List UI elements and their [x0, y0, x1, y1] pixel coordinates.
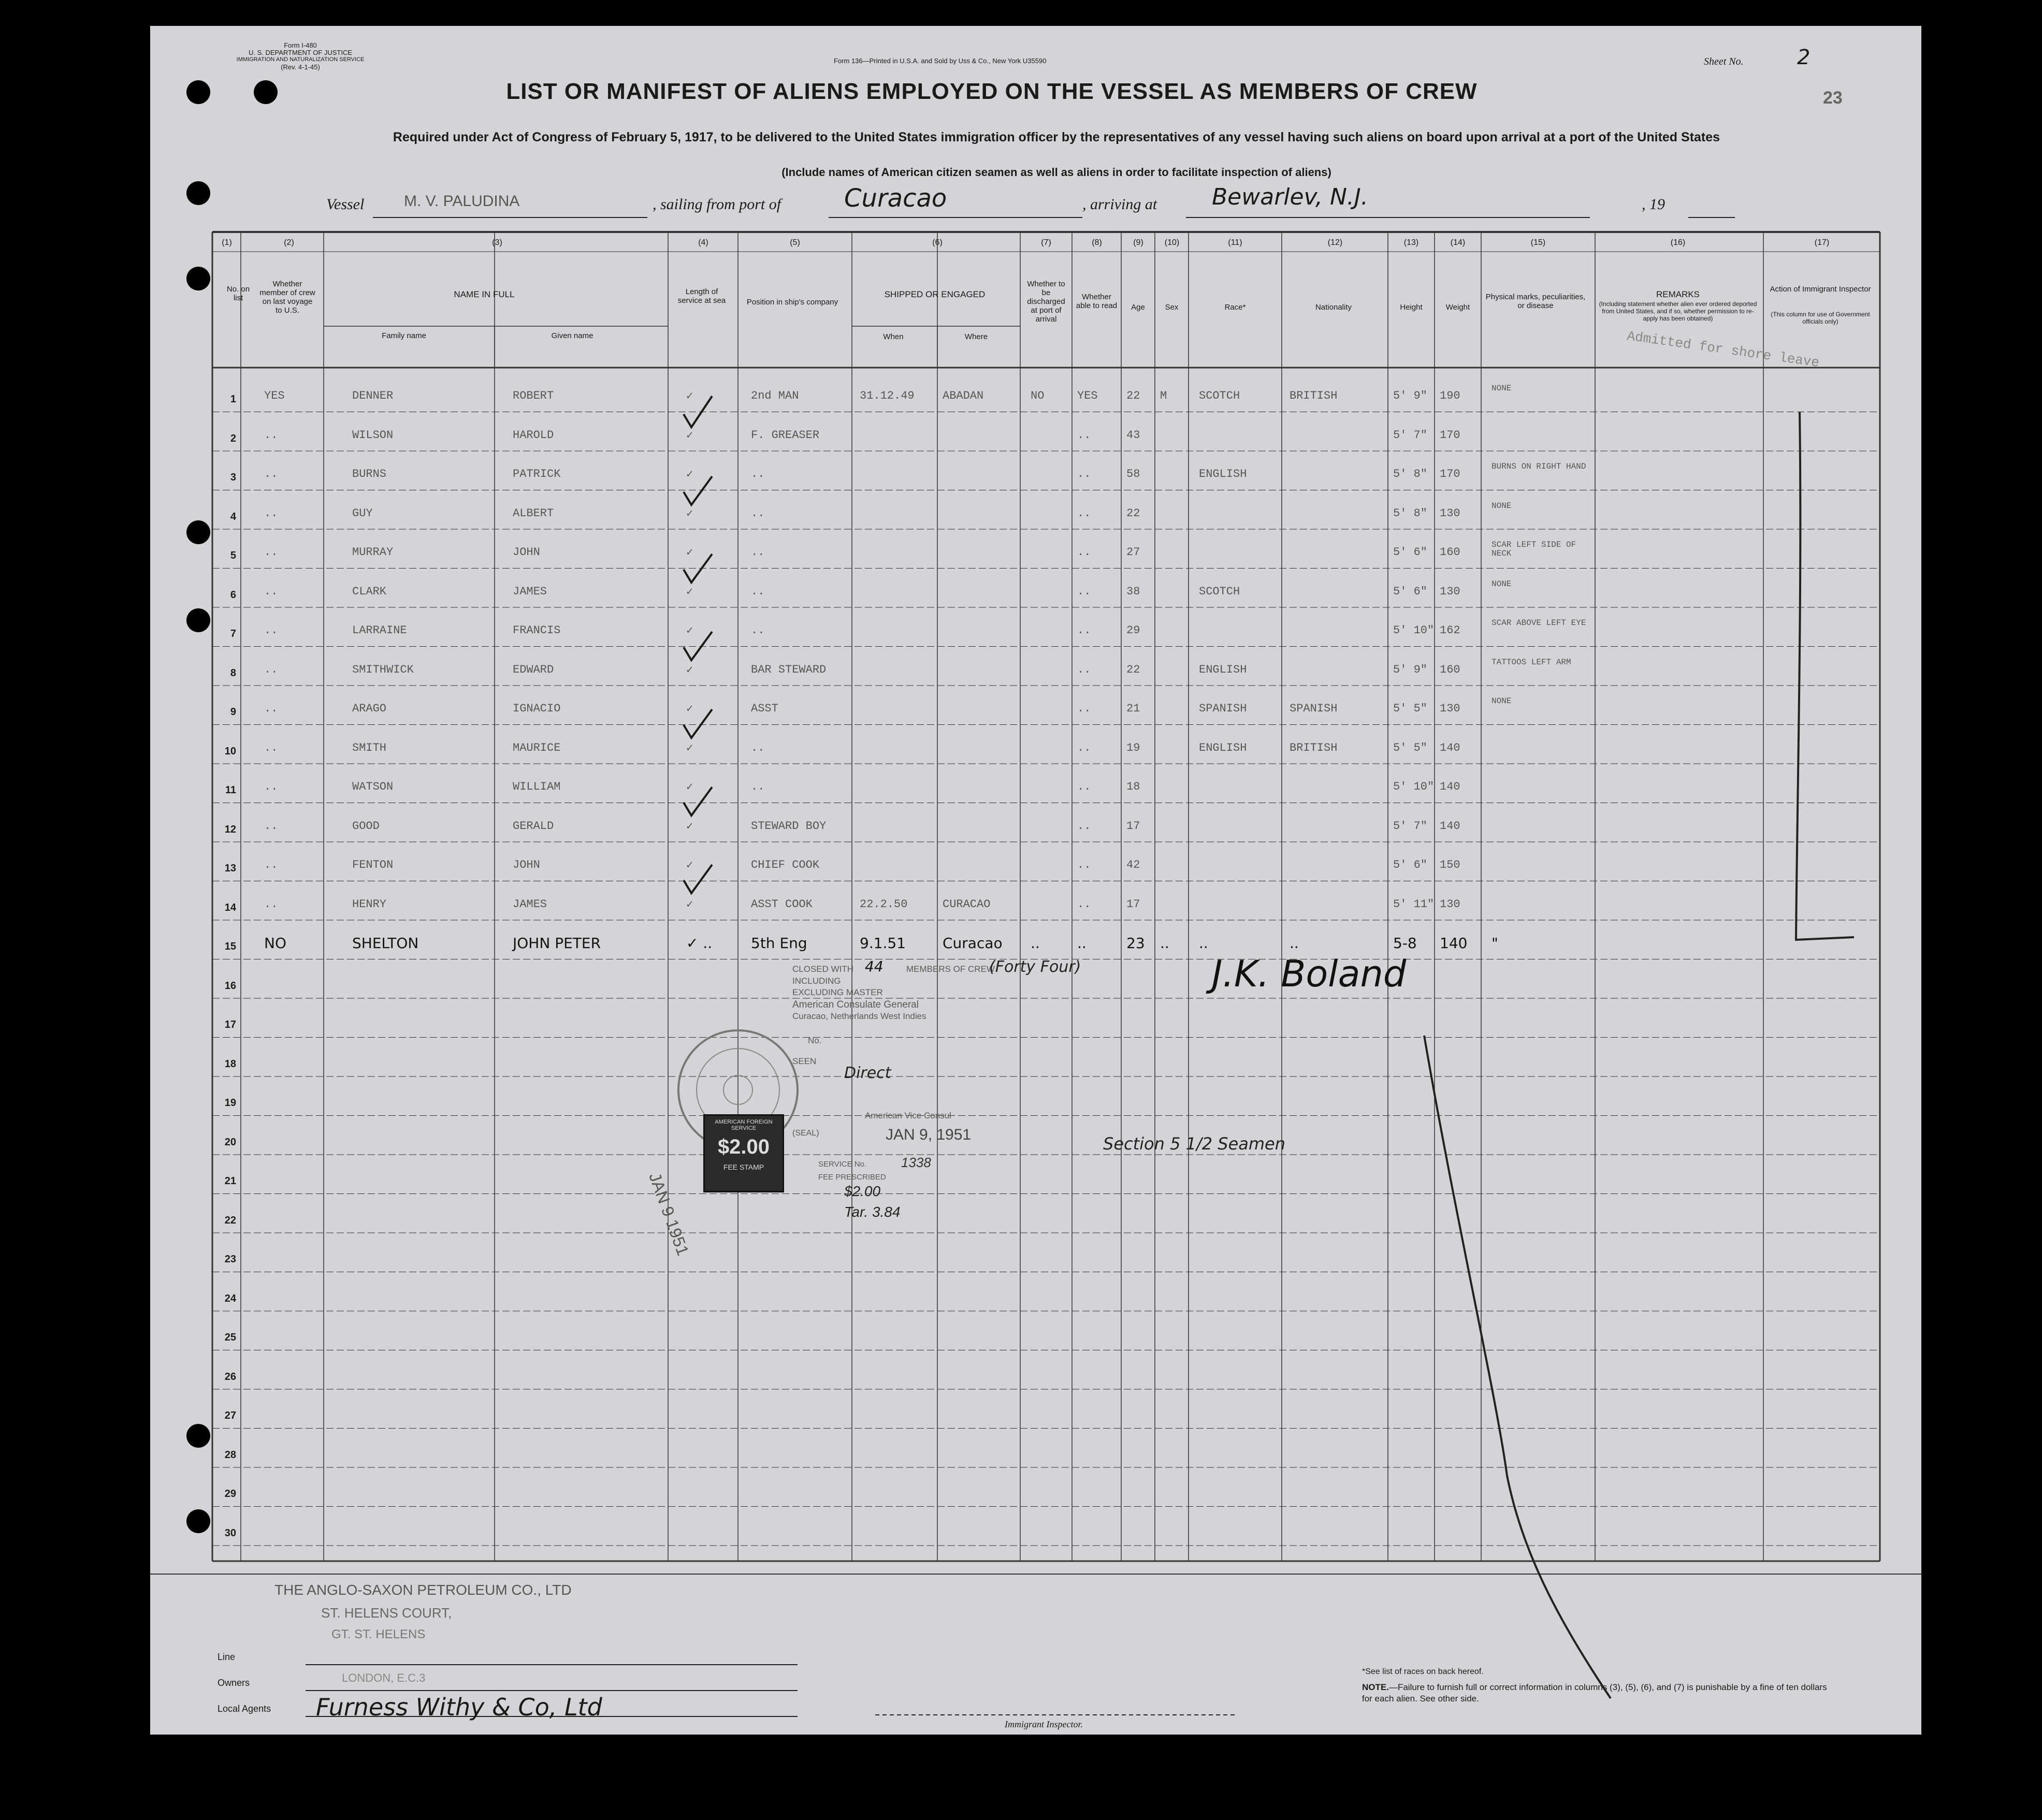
crew-cell-given: ALBERT: [513, 506, 554, 520]
consulate-label: American Consulate General: [792, 999, 919, 1010]
crew-cell-service: ✓: [686, 703, 693, 716]
port-to: Bewarlev, N.J.: [1212, 184, 1368, 210]
crew-cell-weight: 140: [1440, 741, 1460, 754]
crew-cell-read: ..: [1077, 428, 1091, 442]
crew-cell-height: 5' 9": [1393, 663, 1428, 676]
row-number: 28: [224, 1449, 236, 1461]
column-number: (6): [932, 238, 943, 247]
column-number: (2): [284, 238, 294, 247]
column-number: (17): [1814, 238, 1830, 247]
sub-head-when: When: [883, 332, 904, 341]
page-note: (Include names of American citizen seamen as well as aliens in order to facilitate inspection of aliens): [781, 166, 1331, 179]
crew-cell-prev: ..: [264, 428, 278, 442]
sailing-label: , sailing from port of: [653, 196, 781, 213]
crew-cell-read: ..: [1077, 585, 1091, 598]
col-head-marks: Physical marks, peculiarities, or disease: [1485, 293, 1586, 310]
fee-stamp-label: FEE STAMP: [723, 1163, 764, 1171]
crew-cell-weight: 150: [1440, 858, 1460, 871]
crew-cell-position: CHIEF COOK: [751, 858, 820, 871]
crew-cell-given: JOHN PETER: [513, 935, 601, 952]
tariff: Tar. 3.84: [844, 1204, 901, 1220]
column-number: (8): [1092, 238, 1102, 247]
crew-cell-family: ARAGO: [352, 702, 387, 715]
row-number: 30: [224, 1527, 236, 1539]
sub-head-family: Family name: [382, 331, 426, 340]
col-head-name: NAME IN FULL: [454, 289, 515, 299]
row-number: 12: [224, 823, 236, 835]
crew-cell-read: YES: [1077, 389, 1098, 402]
col-head-no: No. on list: [226, 285, 250, 302]
crew-cell-prev: ..: [264, 546, 278, 559]
row-number: 4: [230, 511, 236, 522]
crew-cell-height: 5' 7": [1393, 819, 1428, 833]
crew-cell-nat: BRITISH: [1290, 389, 1338, 402]
crew-cell-service: ✓: [686, 898, 693, 911]
col-head-position: Position in ship's company: [746, 298, 838, 307]
consulate-location: Curacao, Netherlands West Indies: [792, 1011, 926, 1021]
fine-note: [1362, 1682, 1828, 1705]
crew-cell-prev: ..: [264, 468, 278, 481]
crew-cell-position: ..: [751, 585, 765, 598]
crew-cell-position: BAR STEWARD: [751, 663, 827, 676]
crew-cell-family: CLARK: [352, 585, 387, 598]
column-number: (10): [1164, 238, 1180, 247]
col-head-sex: Sex: [1165, 303, 1179, 312]
crew-cell-family: SHELTON: [352, 935, 419, 952]
master-label: EXCLUDING MASTER: [792, 987, 883, 997]
crew-cell-read: ..: [1077, 819, 1091, 833]
col-head-remarks: REMARKS: [1656, 289, 1700, 299]
crew-cell-height: 5' 10": [1393, 780, 1435, 793]
crew-cell-marks: SCAR ABOVE LEFT EYE: [1491, 618, 1586, 628]
row-number: 11: [225, 784, 236, 796]
crew-cell-service: ✓: [686, 507, 693, 520]
crew-cell-race: SCOTCH: [1199, 585, 1240, 598]
crew-cell-position: ..: [751, 624, 765, 637]
crew-cell-where: CURACAO: [943, 897, 991, 911]
row-number: 7: [230, 628, 236, 639]
crew-cell-height: 5' 6": [1393, 546, 1428, 559]
crew-cell-read: ..: [1077, 897, 1091, 911]
column-number: (11): [1228, 238, 1242, 247]
sub-head-where: Where: [964, 332, 988, 341]
crew-cell-marks: NONE: [1491, 501, 1512, 511]
crew-cell-service: ✓: [686, 820, 693, 833]
sheet-number: 2: [1797, 46, 1811, 69]
crew-cell-age: 21: [1126, 702, 1140, 715]
crew-cell-weight: 170: [1440, 468, 1460, 481]
note-label: NOTE.: [1362, 1682, 1389, 1692]
crew-cell-service: ✓: [686, 859, 693, 872]
including-label: INCLUDING: [792, 976, 841, 986]
column-number: (7): [1041, 238, 1051, 247]
crew-cell-position: ASST: [751, 702, 778, 715]
crew-cell-age: 29: [1126, 624, 1140, 637]
crew-cell-weight: 130: [1440, 585, 1460, 598]
remarks-note: (Including statement whether alien ever ordered deported from United States, and if so, whether permission to re-apply has been obtained): [1599, 300, 1757, 322]
crew-cell-weight: 140: [1440, 935, 1468, 952]
fee-stamp-title: AMERICAN FOREIGN SERVICE: [715, 1119, 773, 1131]
crew-cell-given: EDWARD: [513, 663, 554, 676]
inspector-label: Immigrant Inspector.: [1005, 1719, 1083, 1729]
column-number: (14): [1450, 238, 1466, 247]
crew-cell-given: JOHN: [513, 858, 540, 871]
crew-cell-where: ABADAN: [943, 389, 984, 402]
page-title: LIST OR MANIFEST OF ALIENS EMPLOYED ON THE VESSEL AS MEMBERS OF CREW: [506, 79, 1478, 104]
service-no: 1338: [901, 1155, 931, 1170]
crew-cell-service: ✓: [686, 624, 693, 637]
crew-cell-service: ✓ ..: [686, 935, 713, 952]
crew-count-words: (Forty Four): [989, 958, 1081, 976]
crew-cell-prev: YES: [264, 389, 285, 402]
crew-cell-marks: TATTOOS LEFT ARM: [1491, 657, 1571, 667]
crew-cell-family: DENNER: [352, 389, 394, 402]
crew-cell-read: ..: [1077, 780, 1091, 793]
column-number: (9): [1133, 238, 1143, 247]
crew-cell-race: ENGLISH: [1199, 663, 1247, 676]
row-number: 25: [224, 1332, 236, 1343]
crew-cell-read: ..: [1077, 858, 1091, 871]
seen-label: SEEN: [792, 1056, 817, 1066]
crew-cell-prev: ..: [264, 741, 278, 754]
crew-cell-family: HENRY: [352, 897, 387, 911]
crew-cell-read: ..: [1077, 506, 1091, 520]
col-head-race: Race*: [1224, 303, 1246, 312]
crew-cell-position: 2nd MAN: [751, 389, 799, 402]
crew-cell-given: FRANCIS: [513, 624, 561, 637]
crew-cell-sex: ..: [1160, 935, 1169, 952]
crew-cell-read: ..: [1077, 741, 1091, 754]
vessel-label: Vessel: [326, 196, 365, 213]
crew-cell-age: 27: [1126, 546, 1140, 559]
form-id: Form I-480: [284, 41, 317, 49]
crew-cell-family: MURRAY: [352, 546, 394, 559]
row-number: 16: [224, 980, 236, 992]
crew-cell-where: Curacao: [943, 935, 1003, 952]
fee-stamp-value: $2.00: [717, 1135, 770, 1158]
row-number: 3: [230, 472, 236, 483]
fee-amount: $2.00: [844, 1183, 881, 1199]
crew-cell-read: ..: [1077, 624, 1091, 637]
crew-cell-family: WILSON: [352, 428, 394, 442]
crew-cell-weight: 130: [1440, 702, 1460, 715]
crew-cell-age: 58: [1126, 468, 1140, 481]
row-number: 26: [224, 1371, 236, 1382]
crew-cell-weight: 140: [1440, 819, 1460, 833]
crew-cell-position: STEWARD BOY: [751, 819, 827, 833]
crew-cell-given: GERALD: [513, 819, 554, 833]
year-label: , 19: [1642, 196, 1665, 213]
crew-cell-marks: SCAR LEFT SIDE OF NECK: [1491, 540, 1576, 558]
crew-cell-height: 5' 8": [1393, 506, 1428, 520]
vessel-name: M. V. PALUDINA: [404, 193, 520, 210]
col-head-action: Action of Immigrant Inspector: [1770, 285, 1871, 294]
crew-cell-when: 31.12.49: [860, 389, 915, 402]
crew-cell-race: ENGLISH: [1199, 741, 1247, 754]
col-head-weight: Weight: [1445, 303, 1470, 312]
column-number: (3): [492, 238, 502, 247]
crew-cell-marks: BURNS ON RIGHT HAND: [1491, 462, 1586, 471]
row-number: 19: [224, 1097, 236, 1109]
row-number: 29: [224, 1488, 236, 1499]
company-address-1: ST. HELENS COURT,: [321, 1605, 452, 1621]
port-from: Curacao: [844, 184, 947, 213]
row-number: 20: [224, 1136, 236, 1148]
crew-cell-prev: ..: [264, 897, 278, 911]
crew-cell-height: 5' 7": [1393, 428, 1428, 442]
stamp-date: JAN 9, 1951: [886, 1126, 972, 1143]
col-head-age: Age: [1131, 303, 1145, 312]
crew-cell-position: 5th Eng: [751, 935, 807, 952]
crew-cell-family: BURNS: [352, 468, 387, 481]
direct-handwritten: Direct: [844, 1064, 891, 1082]
crew-cell-family: FENTON: [352, 858, 394, 871]
crew-cell-position: F. GREASER: [751, 428, 820, 442]
crew-cell-family: GUY: [352, 506, 373, 520]
row-number: 5: [230, 550, 236, 561]
owners-label: Owners: [218, 1678, 250, 1688]
crew-cell-weight: 160: [1440, 663, 1460, 676]
crew-cell-family: WATSON: [352, 780, 394, 793]
fee-label: FEE PRESCRIBED: [818, 1173, 886, 1182]
action-note: (This column for use of Government officials only): [1771, 311, 1870, 325]
department-label: U. S. DEPARTMENT OF JUSTICE: [248, 49, 353, 56]
seal-label: (SEAL): [792, 1129, 819, 1138]
sheet-number-label: Sheet No.: [1704, 56, 1744, 67]
crew-cell-weight: 162: [1440, 624, 1460, 637]
row-number: 10: [224, 745, 236, 757]
crew-cell-prev: ..: [264, 506, 278, 520]
crew-cell-service: ✓: [686, 468, 693, 481]
crew-cell-family: LARRAINE: [352, 624, 407, 637]
service-label: IMMIGRATION AND NATURALIZATION SERVICE: [236, 56, 365, 63]
arriving-label: , arriving at: [1082, 196, 1157, 213]
column-number: (1): [222, 238, 232, 247]
stamp-no-label: No.: [808, 1036, 822, 1045]
crew-cell-service: ✓: [686, 741, 693, 755]
crew-cell-position: ..: [751, 741, 765, 754]
crew-cell-weight: 160: [1440, 546, 1460, 559]
row-number: 22: [224, 1214, 236, 1226]
column-number: (15): [1530, 238, 1546, 247]
crew-cell-weight: 130: [1440, 506, 1460, 520]
crew-cell-when: 22.2.50: [860, 897, 908, 911]
crew-cell-age: 22: [1126, 506, 1140, 520]
row-number: 24: [224, 1292, 236, 1304]
company-address-2: GT. ST. HELENS: [331, 1627, 426, 1641]
crew-cell-given: JAMES: [513, 585, 547, 598]
row-number: 6: [230, 589, 236, 601]
crew-cell-nat: ..: [1290, 935, 1299, 952]
crew-cell-service: ✓: [686, 390, 693, 403]
crew-cell-read: ..: [1077, 468, 1091, 481]
row-number: 2: [230, 432, 236, 444]
crew-cell-marks: ": [1491, 935, 1498, 952]
crew-cell-given: JAMES: [513, 897, 547, 911]
members-label: MEMBERS OF CREW: [906, 964, 995, 974]
company-name: THE ANGLO-SAXON PETROLEUM CO., LTD: [274, 1582, 572, 1598]
crew-cell-service: ✓: [686, 546, 693, 559]
col-head-service: Length of service at sea: [677, 287, 726, 305]
crew-cell-race: SPANISH: [1199, 702, 1247, 715]
row-number: 14: [224, 901, 236, 913]
crew-cell-age: 17: [1126, 819, 1140, 833]
crew-cell-service: ✓: [686, 781, 693, 794]
row-number: 13: [224, 863, 236, 874]
column-number: (4): [698, 238, 708, 247]
crew-cell-service: ✓: [686, 663, 693, 677]
crew-cell-given: MAURICE: [513, 741, 561, 754]
crew-cell-prev: ..: [264, 624, 278, 637]
crew-cell-weight: 170: [1440, 428, 1460, 442]
fee-stamp-cancel-date: JAN 9 1951: [645, 1170, 693, 1258]
crew-cell-race: ENGLISH: [1199, 468, 1247, 481]
crew-cell-age: 42: [1126, 858, 1140, 871]
crew-cell-age: 43: [1126, 428, 1140, 442]
section-note: Section 5 1/2 Seamen: [1103, 1134, 1286, 1154]
crew-cell-marks: NONE: [1491, 579, 1512, 589]
col-head-crew: Whether member of crew on last voyage to U.S.: [259, 280, 315, 315]
crew-cell-read: ..: [1077, 663, 1091, 676]
crew-cell-service: ✓: [686, 585, 693, 599]
crew-cell-prev: NO: [264, 935, 286, 952]
crew-cell-when: 9.1.51: [860, 935, 906, 952]
crew-cell-height: 5' 9": [1393, 389, 1428, 402]
page-subtitle: Required under Act of Congress of February 5, 1917, to be delivered to the United States immigration officer by the representatives of any vessel having such aliens on board upon arrival at a port of the United States: [393, 130, 1720, 144]
crew-cell-age: 23: [1126, 935, 1145, 952]
crew-cell-age: 22: [1126, 663, 1140, 676]
row-number: 17: [224, 1019, 236, 1030]
column-number: (5): [790, 238, 800, 247]
crew-cell-prev: ..: [264, 819, 278, 833]
crew-cell-position: ..: [751, 468, 765, 481]
crew-cell-family: SMITH: [352, 741, 387, 754]
row-number: 15: [224, 941, 236, 952]
crew-cell-weight: 190: [1440, 389, 1460, 402]
crew-cell-read: ..: [1077, 702, 1091, 715]
row-number: 1: [230, 394, 236, 405]
crew-cell-age: 22: [1126, 389, 1140, 402]
row-number: 23: [224, 1254, 236, 1265]
crew-cell-read: ..: [1077, 546, 1091, 559]
crew-cell-nat: SPANISH: [1290, 702, 1338, 715]
line-label: Line: [218, 1652, 236, 1662]
crew-cell-weight: 140: [1440, 780, 1460, 793]
crew-cell-height: 5' 5": [1393, 702, 1428, 715]
races-note: *See list of races on back hereof.: [1362, 1667, 1484, 1676]
column-number: (13): [1403, 238, 1419, 247]
service-no-label: SERVICE No.: [818, 1160, 867, 1169]
note-text: —Failure to furnish full or correct information in columns (3), (5), (6), and (7) is punishable by a fine of ten dollars for each alien. See other side.: [1362, 1682, 1827, 1703]
crew-cell-height: 5' 8": [1393, 468, 1428, 481]
crew-cell-race: ..: [1199, 935, 1208, 952]
company-address-3: LONDON, E.C.3: [342, 1671, 426, 1684]
crew-cell-given: JOHN: [513, 546, 540, 559]
crew-cell-given: HAROLD: [513, 428, 554, 442]
crew-cell-height: 5' 6": [1393, 858, 1428, 871]
column-number: (16): [1670, 238, 1686, 247]
crew-cell-sex: M: [1160, 389, 1167, 402]
crew-cell-given: ROBERT: [513, 389, 554, 402]
row-number: 9: [230, 706, 236, 718]
row-number: 27: [224, 1410, 236, 1421]
crew-cell-age: 18: [1126, 780, 1140, 793]
crew-cell-prev: ..: [264, 780, 278, 793]
crew-cell-position: ..: [751, 546, 765, 559]
crew-cell-given: WILLIAM: [513, 780, 561, 793]
col-head-nationality: Nationality: [1315, 303, 1352, 312]
col-head-height: Height: [1400, 303, 1423, 312]
crew-cell-discharge: NO: [1031, 389, 1045, 402]
crew-cell-family: GOOD: [352, 819, 380, 833]
crew-cell-height: 5-8: [1393, 935, 1417, 952]
crew-cell-height: 5' 11": [1393, 897, 1435, 911]
row-number: 21: [224, 1175, 236, 1187]
inspector-signature: J.K. Boland: [1212, 953, 1407, 995]
crew-cell-given: IGNACIO: [513, 702, 561, 715]
crew-cell-age: 19: [1126, 741, 1140, 754]
vice-consul-label: American Vice Consul: [865, 1111, 951, 1120]
crew-cell-height: 5' 10": [1393, 624, 1435, 637]
crew-cell-height: 5' 6": [1393, 585, 1428, 598]
closed-with-label: CLOSED WITH: [792, 964, 854, 974]
crew-cell-marks: NONE: [1491, 696, 1512, 706]
crew-cell-prev: ..: [264, 663, 278, 676]
crew-cell-prev: ..: [264, 858, 278, 871]
crew-cell-family: SMITHWICK: [352, 663, 414, 676]
row-number: 18: [224, 1058, 236, 1070]
crew-cell-position: ASST COOK: [751, 897, 813, 911]
revision-label: (Rev. 4-1-45): [281, 63, 320, 71]
crew-cell-read: ..: [1077, 935, 1087, 952]
crew-cell-age: 17: [1126, 897, 1140, 911]
crew-cell-marks: NONE: [1491, 384, 1512, 393]
crew-count: 44: [865, 958, 884, 975]
agents-label: Local Agents: [218, 1703, 271, 1714]
footer-rules: [150, 26, 1921, 1735]
col-head-shipped: SHIPPED OR ENGAGED: [884, 289, 986, 299]
column-number: (12): [1327, 238, 1343, 247]
col-head-read: Whether able to read: [1076, 293, 1118, 310]
sub-head-given: Given name: [551, 331, 593, 340]
crew-cell-weight: 130: [1440, 897, 1460, 911]
crew-cell-age: 38: [1126, 585, 1140, 598]
admitted-stamp: Admitted for shore leave: [1626, 328, 1820, 371]
col-head-discharged: Whether to be discharged at port of arrival: [1027, 280, 1065, 324]
crew-cell-discharge: ..: [1031, 935, 1040, 952]
crew-cell-prev: ..: [264, 702, 278, 715]
crew-cell-service: ✓: [686, 429, 693, 442]
row-number: 8: [230, 667, 236, 679]
crew-cell-height: 5' 5": [1393, 741, 1428, 754]
crew-cell-position: ..: [751, 780, 765, 793]
local-agents: Furness Withy & Co, Ltd: [316, 1693, 602, 1721]
printer-note: Form 136—Printed in U.S.A. and Sold by Uss & Co., New York U35590: [834, 57, 1047, 65]
manifest-sheet: [150, 26, 1921, 1735]
crew-cell-given: PATRICK: [513, 468, 561, 481]
page-number: 23: [1823, 88, 1843, 108]
crew-cell-nat: BRITISH: [1290, 741, 1338, 754]
crew-cell-prev: ..: [264, 585, 278, 598]
crew-cell-position: ..: [751, 506, 765, 520]
crew-cell-race: SCOTCH: [1199, 389, 1240, 402]
